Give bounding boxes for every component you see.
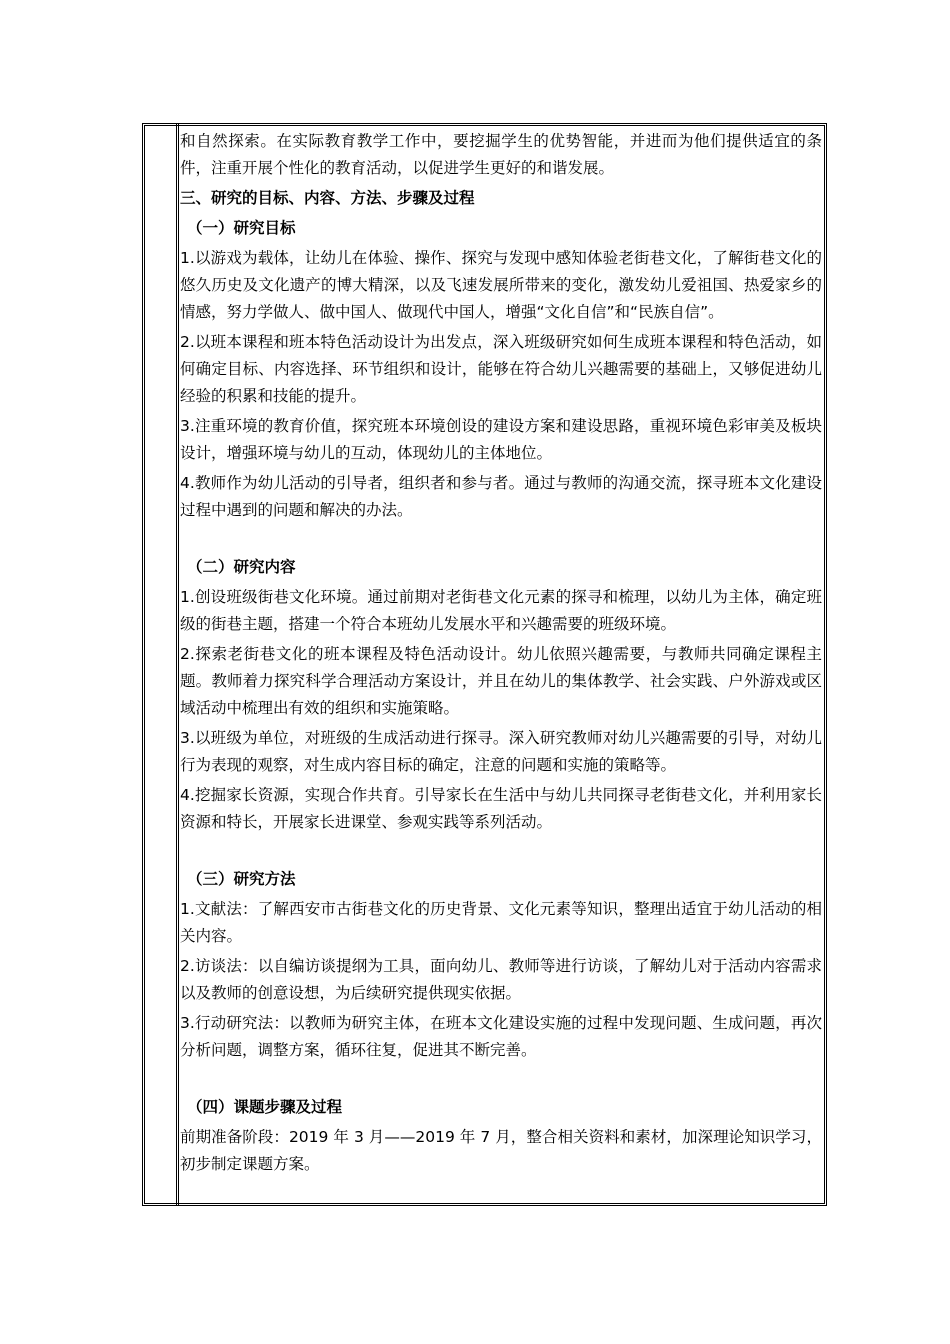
table-content-cell [180,128,822,1178]
goals-heading: （一）研究目标 [187,219,296,237]
section-3-heading: 三、研究的目标、内容、方法、步骤及过程 [180,189,475,207]
content-2: 2.探索老街巷文化的班本课程及特色活动设计。幼儿依照兴趣需要，与教师共同确定课程主题。教师着力探究科学合理活动方案设计，并且在幼儿的集体教学、社会实践、户外游戏或区域活动中梳理出有效的组织和实施策略。 [180,645,822,717]
table-column-divider [176,123,179,1206]
method-2: 2.访谈法：以自编访谈提纲为工具，面向幼儿、教师等进行访谈，了解幼儿对于活动内容需求以及教师的创意设想，为后续研究提供现实依据。 [180,957,822,1002]
method-1: 1.文献法：了解西安市古街巷文化的历史背景、文化元素等知识，整理出适宜于幼儿活动的相关内容。 [180,900,822,945]
content-heading: （二）研究内容 [187,558,296,576]
goal-3: 3.注重环境的教育价值，探究班本环境创设的建设方案和建设思路，重视环境色彩审美及板块设计，增强环境与幼儿的互动，体现幼儿的主体地位。 [180,417,822,462]
content-1: 1.创设班级街巷文化环境。通过前期对老街巷文化元素的探寻和梳理，以幼儿为主体，确定班级的街巷主题，搭建一个符合本班幼儿发展水平和兴趣需要的班级环境。 [180,588,822,633]
methods-heading: （三）研究方法 [187,870,296,888]
content-4: 4.挖掘家长资源，实现合作共育。引导家长在生活中与幼儿共同探寻老街巷文化，并利用家长资源和特长，开展家长进课堂、参观实践等系列活动。 [180,786,822,831]
goal-4: 4.教师作为幼儿活动的引导者，组织者和参与者。通过与教师的沟通交流，探寻班本文化建设过程中遇到的问题和解决的办法。 [180,474,822,519]
step-1: 前期准备阶段：2019 年 3 月——2019 年 7 月，整合相关资料和素材，加深理论知识学习，初步制定课题方案。 [180,1128,822,1173]
goal-1: 1.以游戏为载体，让幼儿在体验、操作、探究与发现中感知体验老街巷文化，了解街巷文化的悠久历史及文化遗产的博大精深，以及飞速发展所带来的变化，激发幼儿爱祖国、热爱家乡的情感，努力学做人、做中国人、做现代中国人，增强“文化自信”和“民族自信”。 [180,249,822,321]
method-3: 3.行动研究法：以教师为研究主体，在班本文化建设实施的过程中发现问题、生成问题，再次分析问题，调整方案，循环往复，促进其不断完善。 [180,1014,822,1059]
steps-heading: （四）课题步骤及过程 [187,1098,343,1116]
goal-2: 2.以班本课程和班本特色活动设计为出发点，深入班级研究如何生成班本课程和特色活动，如何确定目标、内容选择、环节组织和设计，能够在符合幼儿兴趣需要的基础上，又够促进幼儿经验的积累和技能的提升。 [180,333,822,405]
intro-paragraph: 和自然探索。在实际教育教学工作中，要挖掘学生的优势智能，并进而为他们提供适宜的条件，注重开展个性化的教育活动，以促进学生更好的和谐发展。 [180,132,822,177]
content-3: 3.以班级为单位，对班级的生成活动进行探寻。深入研究教师对幼儿兴趣需要的引导，对幼儿行为表现的观察，对生成内容目标的确定，注意的问题和实施的策略等。 [180,729,822,774]
